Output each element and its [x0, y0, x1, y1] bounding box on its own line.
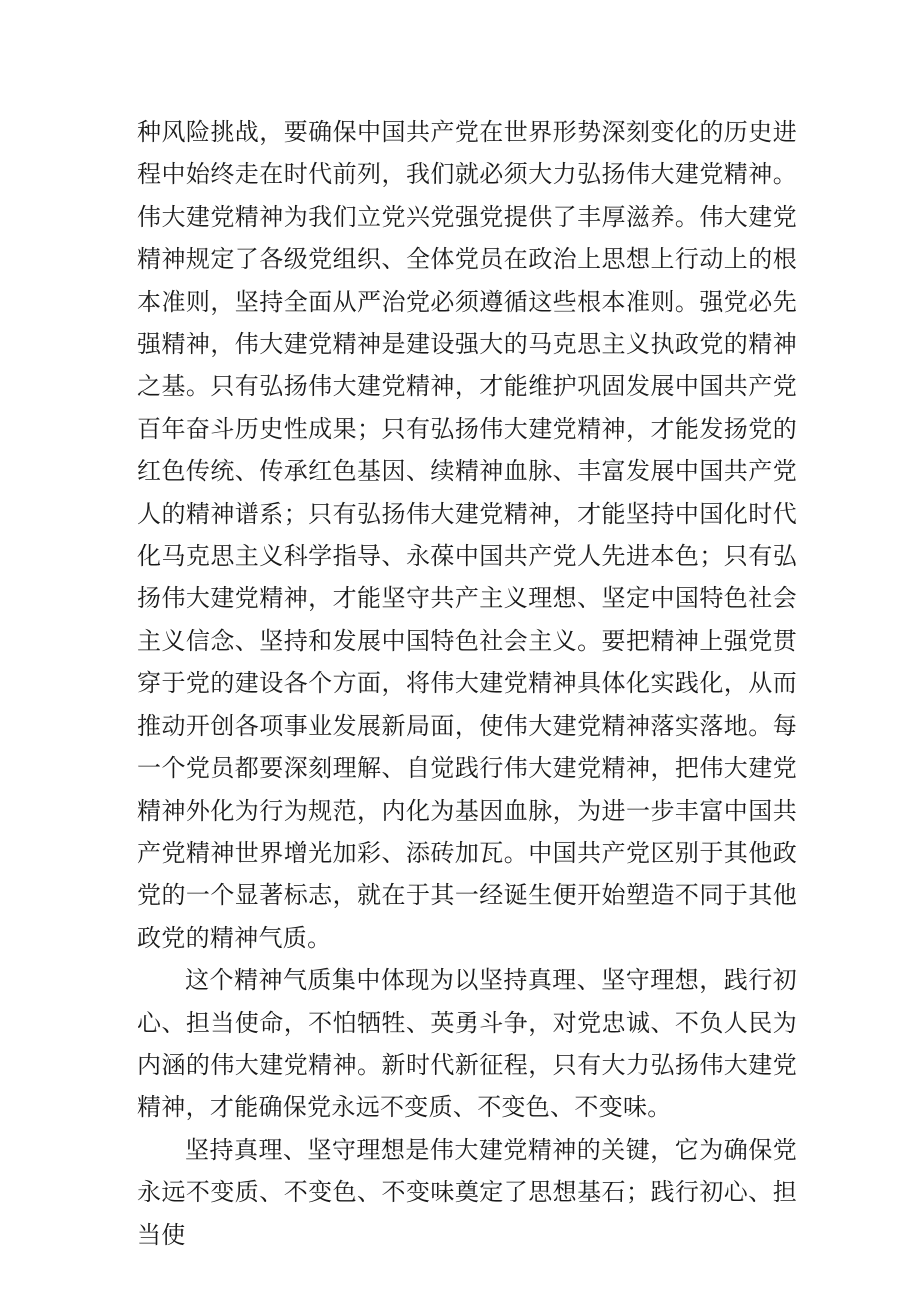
- body-text: [137, 111, 797, 1256]
- paragraph-uphold-truth: 坚持真理、坚守理想是伟大建党精神的关键，它为确保党永远不变质、不变色、不变味奠定了思想基石；践行初心、担当使: [137, 1135, 797, 1249]
- paragraph-continuation: 种风险挑战，要确保中国共产党在世界形势深刻变化的历史进程中始终走在时代前列，我们就必须大力弘扬伟大建党精神。伟大建党精神为我们立党兴党强党提供了丰厚滋养。伟大建党精神规定了各级党组织、全体党员在政治上思想上行动上的根本准则，坚持全面从严治党必须遵循这些根本准则。强党必先强精神，伟大建党精神是建设强大的马克思主义执政党的精神之基。只有弘扬伟大建党精神，才能维护巩固发展中国共产党百年奋斗历史性成果；只有弘扬伟大建党精神，才能发扬党的红色传统、传承红色基因、续精神血脉、丰富发展中国共产党人的精神谱系；只有弘扬伟大建党精神，才能坚持中国化时代化马克思主义科学指导、永葆中国共产党人先进本色；只有弘扬伟大建党精神，才能坚守共产主义理想、坚定中国特色社会主义信念、坚持和发展中国特色社会主义。要把精神上强党贯穿于党的建设各个方面，将伟大建党精神具体化实践化，从而推动开创各项事业发展新局面，使伟大建党精神落实落地。每一个党员都要深刻理解、自觉践行伟大建党精神，把伟大建党精神外化为行为规范，内化为基因血脉，为进一步丰富中国共产党精神世界增光加彩、添砖加瓦。中国共产党区别于其他政党的一个显著标志，就在于其一经诞生便开始塑造不同于其他政党的精神气质。: [137, 118, 797, 952]
- paragraph-spiritual-temperament: 这个精神气质集中体现为以坚持真理、坚守理想，践行初心、担当使命，不怕牺牲、英勇斗争，对党忠诚、不负人民为内涵的伟大建党精神。新时代新征程，只有大力弘扬伟大建党精神，才能确保党永远不变质、不变色、不变味。: [137, 966, 797, 1122]
